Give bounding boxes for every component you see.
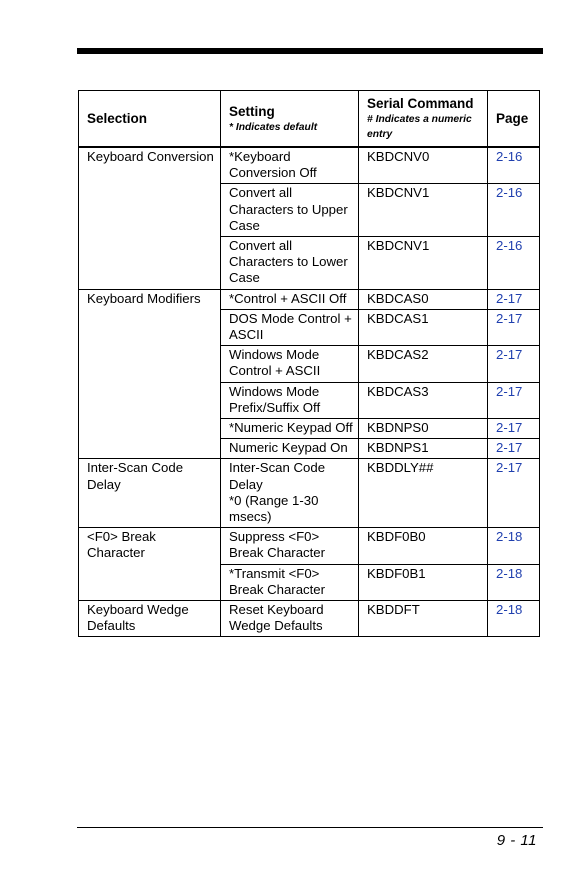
header-serial-command bbox=[359, 91, 488, 148]
setting-cell: *Control + ASCII Off bbox=[221, 289, 359, 309]
setting-cell: DOS Mode Control + ASCII bbox=[221, 309, 359, 345]
command-cell: KBDF0B0 bbox=[359, 528, 488, 564]
page-link[interactable]: 2-18 bbox=[488, 528, 540, 564]
command-cell: KBDCAS1 bbox=[359, 309, 488, 345]
header-serial-command-label: Serial Command bbox=[367, 96, 474, 111]
setting-cell: Convert all Characters to Lower Case bbox=[221, 237, 359, 290]
page-link[interactable]: 2-18 bbox=[488, 564, 540, 600]
setting-cell: Windows Mode Control + ASCII bbox=[221, 346, 359, 382]
selection-cell: Keyboard Conversion bbox=[79, 147, 221, 289]
setting-cell: *Numeric Keypad Off bbox=[221, 419, 359, 439]
command-cell: KBDNPS0 bbox=[359, 419, 488, 439]
selection-cell: <F0> Break Character bbox=[79, 528, 221, 601]
header-page-label: Page bbox=[496, 111, 529, 126]
page-link[interactable]: 2-16 bbox=[488, 237, 540, 290]
command-cell: KBDDFT bbox=[359, 601, 488, 637]
page-link[interactable]: 2-17 bbox=[488, 309, 540, 345]
command-cell: KBDCAS2 bbox=[359, 346, 488, 382]
setting-cell: Windows Mode Prefix/Suffix Off bbox=[221, 382, 359, 418]
table-row bbox=[79, 147, 540, 184]
header-setting-note: * Indicates default bbox=[229, 121, 318, 133]
page-link[interactable]: 2-16 bbox=[488, 147, 540, 184]
setting-cell: Suppress <F0> Break Character bbox=[221, 528, 359, 564]
table-row bbox=[79, 528, 540, 564]
setting-cell: Numeric Keypad On bbox=[221, 439, 359, 459]
page-link[interactable]: 2-18 bbox=[488, 601, 540, 637]
command-cell: KBDCNV1 bbox=[359, 237, 488, 290]
page-number: 9 - 11 bbox=[496, 832, 537, 849]
setting-cell: *Transmit <F0> Break Character bbox=[221, 564, 359, 600]
page-link[interactable]: 2-17 bbox=[488, 382, 540, 418]
page-link[interactable]: 2-16 bbox=[488, 184, 540, 237]
command-cell: KBDCNV0 bbox=[359, 147, 488, 184]
setting-text: Inter-Scan Code Delay bbox=[229, 460, 326, 492]
selection-cell: Keyboard Modifiers bbox=[79, 289, 221, 459]
header-selection bbox=[79, 91, 221, 148]
header-row bbox=[79, 91, 540, 148]
page-link[interactable]: 2-17 bbox=[488, 346, 540, 382]
setting-cell: Convert all Characters to Upper Case bbox=[221, 184, 359, 237]
serial-command-table bbox=[78, 90, 540, 637]
table-row bbox=[79, 459, 540, 528]
command-cell: KBDDLY## bbox=[359, 459, 488, 528]
command-cell: KBDNPS1 bbox=[359, 439, 488, 459]
header-setting-label: Setting bbox=[229, 103, 275, 119]
setting-cell: Reset Keyboard Wedge Defaults bbox=[221, 601, 359, 637]
page-link[interactable]: 2-17 bbox=[488, 289, 540, 309]
command-cell: KBDCAS0 bbox=[359, 289, 488, 309]
header-serial-command-note: # Indicates a numeric entry bbox=[367, 114, 472, 140]
setting-range-text: *0 (Range 1-30 msecs) bbox=[229, 492, 319, 525]
command-cell: KBDF0B1 bbox=[359, 564, 488, 600]
header-selection-label: Selection bbox=[87, 111, 148, 126]
selection-cell: Inter-Scan Code Delay bbox=[79, 459, 221, 528]
setting-cell: *Keyboard Conversion Off bbox=[221, 147, 359, 184]
page-link[interactable]: 2-17 bbox=[488, 459, 540, 528]
table-row bbox=[79, 289, 540, 309]
table-header bbox=[79, 91, 540, 148]
setting-cell bbox=[221, 459, 359, 528]
page-link[interactable]: 2-17 bbox=[488, 439, 540, 459]
table-row bbox=[79, 601, 540, 637]
header-page bbox=[488, 91, 540, 148]
command-cell: KBDCNV1 bbox=[359, 184, 488, 237]
selection-cell: Keyboard Wedge Defaults bbox=[79, 601, 221, 637]
top-header-rule bbox=[77, 48, 543, 54]
table-body bbox=[79, 147, 540, 637]
command-cell: KBDCAS3 bbox=[359, 382, 488, 418]
header-setting bbox=[221, 91, 359, 148]
page-link[interactable]: 2-17 bbox=[488, 419, 540, 439]
footer-rule bbox=[77, 827, 543, 828]
